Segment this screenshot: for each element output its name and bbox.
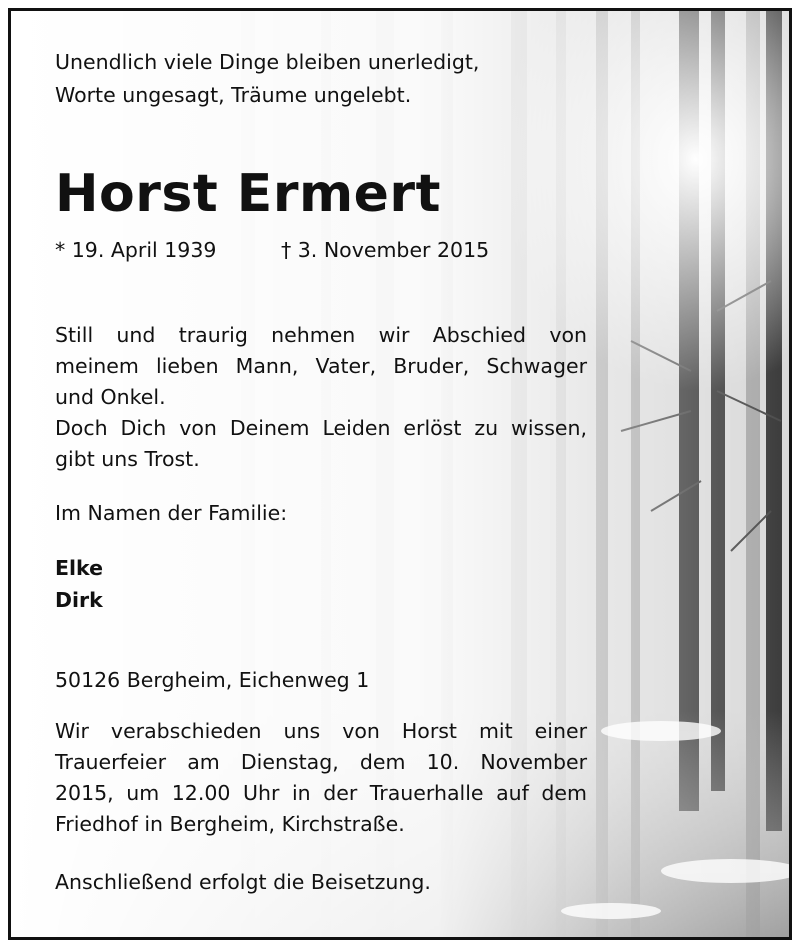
- message-line-2: meinem lieben Mann, Vater, Bruder, Schwager: [55, 354, 587, 378]
- obituary-text: [11, 11, 789, 937]
- poem-line-2: Worte ungesagt, Träume ungelebt.: [55, 83, 412, 107]
- message-line-1: Still und traurig nehmen wir Abschied von: [55, 323, 587, 347]
- funeral-line-2: Trauerfeier am Dienstag, dem 10. November: [55, 750, 587, 774]
- message-line-3: und Onkel.: [55, 385, 166, 409]
- family-intro: Im Namen der Familie:: [55, 501, 288, 525]
- funeral-line-1: Wir verabschieden uns von Horst mit einer: [55, 719, 587, 743]
- family-member-elke: Elke: [55, 556, 104, 580]
- funeral-line-4: Friedhof in Bergheim, Kirchstraße.: [55, 812, 405, 836]
- family-address: 50126 Bergheim, Eichenweg 1: [55, 668, 370, 692]
- message-line-4: Doch Dich von Deinem Leiden erlöst zu wissen,: [55, 416, 587, 440]
- poem-line-1: Unendlich viele Dinge bleiben unerledigt,: [55, 50, 480, 74]
- obituary-frame: [8, 8, 792, 940]
- closing-line: Anschließend erfolgt die Beisetzung.: [55, 870, 431, 894]
- birth-date: * 19. April 1939: [55, 238, 217, 262]
- deceased-name: Horst Ermert: [55, 164, 441, 224]
- family-member-dirk: Dirk: [55, 588, 103, 612]
- death-date: † 3. November 2015: [281, 238, 490, 262]
- funeral-line-3: 2015, um 12.00 Uhr in der Trauerhalle auf dem: [55, 781, 587, 805]
- message-line-5: gibt uns Trost.: [55, 447, 200, 471]
